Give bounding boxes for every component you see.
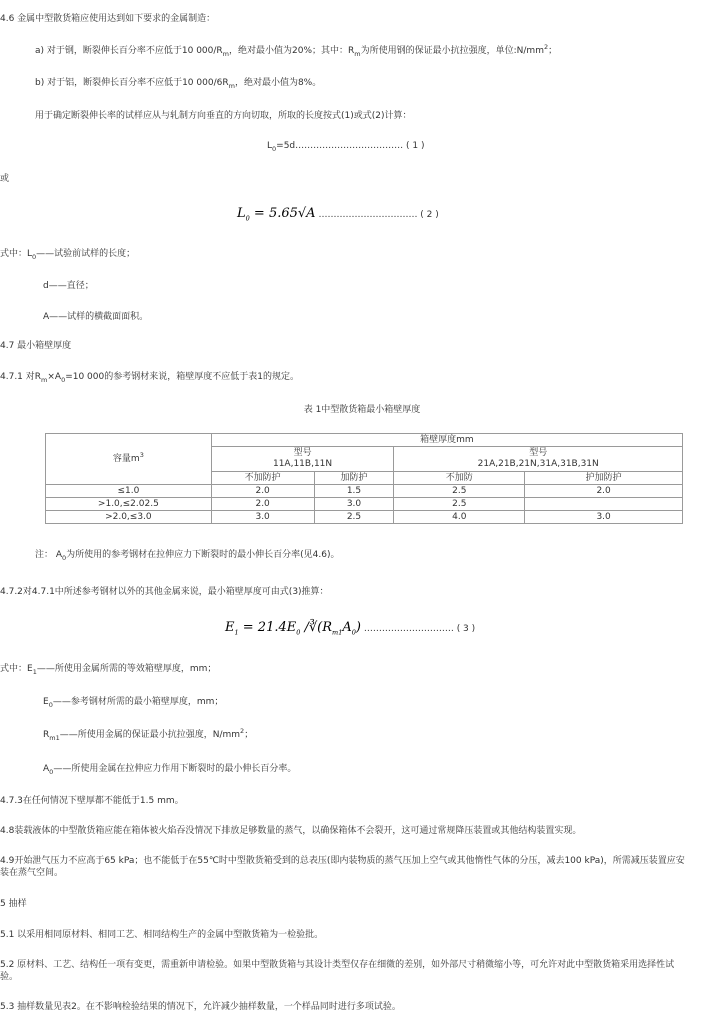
sub-header: 加防护: [314, 472, 394, 485]
section-4-6-title: 4.6 金属中型散货箱应使用达到如下要求的金属制造：: [0, 14, 216, 24]
min-wall-thickness-table: [45, 433, 683, 524]
or-text: 或: [0, 174, 10, 184]
formula-3: $E_1 = 21.4E_0$ $/∛(R_{m1}A_0)$ ………………………… ( 3 ): [225, 620, 476, 637]
capacity-header: 容量$m^3$: [46, 434, 212, 485]
sub-header: 不加防护: [211, 472, 314, 485]
wall-thickness-header: 箱壁厚度mm: [211, 434, 682, 447]
where-e0: $E_0——$参考钢材所需的最小箱壁厚度，mm；: [43, 697, 224, 709]
section-4-7-3: 4.7.3在任何情况下壁厚都不能低于1.5 mm。: [0, 796, 184, 806]
section-5-title: 5 抽样: [0, 899, 27, 909]
where-a: A——试样的横截面面积。: [43, 312, 149, 322]
item-b-aluminium: b) 对于铝，断裂伸长百分率不应低于10 $000/6R_m$，绝对最小值为8%。: [35, 78, 322, 90]
table-note: 注： $A_0$为所使用的参考钢材在拉伸应力下断裂时的最小伸长百分率(见4.6)。: [35, 550, 340, 562]
section-4-7-1: 4.7.1 对$R_m\times A_0=10$ 000的参考钢材来说，箱壁厚度不应低于表1的规定。: [0, 372, 299, 384]
table-caption: 表 1中型散货箱最小箱壁厚度: [303, 405, 421, 415]
formula-1: $L_0=5d\dots\dots\dots\dots\dots\dots\dots\dots\dots\dots\dots\dots$ ( 1 ): [267, 141, 425, 153]
where-a0: $A_0——$所使用金属在拉伸应力作用下断裂时的最小伸长百分率。: [43, 764, 297, 776]
where-l0: 式中：$L_0——$试验前试样的长度；: [0, 249, 136, 261]
section-5-3: 5.3 抽样数量见表2。在不影响检验结果的情况下，允许减少抽样数量，一个样品同时进行多项试验。: [0, 1002, 401, 1012]
formula-2: $L_0 = 5.65√A$ …………………………… ( 2 ): [237, 206, 439, 223]
where-d: d——直径；: [43, 281, 94, 291]
table-row: >2.0,≤3.0 3.0 2.5 4.0 3.0: [46, 511, 683, 524]
table-row: ≤1.0 2.0 1.5 2.5 2.0: [46, 485, 683, 498]
section-4-8: 4.8装载液体的中型散货箱应能在箱体被火焰吞没情况下排放足够数量的蒸气，以确保箱体不会裂开，这可通过常规降压装置或其他结构装置实现。: [0, 826, 582, 836]
section-5-1: 5.1 以采用相同原材料、相同工艺、相同结构生产的金属中型散货箱为一检验批。: [0, 930, 324, 940]
type-group-2: 型号 21A,21B,21N,31A,31B,31N: [394, 447, 683, 472]
section-4-7-2: 4.7.2对4.7.1中所述参考钢材以外的其他金属来说，最小箱壁厚度可由式(3)推算：: [0, 587, 329, 597]
type-group-1: 型号 11A,11B,11N: [211, 447, 394, 472]
table-row: >1.0,≤2.02.5 2.0 3.0 2.5: [46, 498, 683, 511]
section-4-7-title: 4.7 最小箱壁厚度: [0, 341, 72, 351]
specimen-note: 用于确定断裂伸长率的试样应从与轧制方向垂直的方向切取，所取的长度按式(1)或式(2)计算：: [35, 111, 412, 121]
section-5-2: 5.2 原材料、工艺、结构任一项有变更，需重新申请检验。如果中型散货箱与其设计类型仅存在细微的差别，如外部尺寸稍微缩小等，可允许对此中型散货箱采用选择性试验。: [0, 960, 675, 982]
where-rm1: $R_{m1}——$所使用金属的保证最小抗拉强度，$N/mm^2$；: [43, 727, 254, 742]
where-e1: 式中：$E_1——$所使用金属所需的等效箱壁厚度，mm；: [0, 664, 217, 676]
sub-header: 不加防: [394, 472, 525, 485]
sub-header: 护加防护: [525, 472, 683, 485]
section-4-9: 4.9开始泄气压力不应高于65 kPa；也不能低于在55℃时中型散货箱受到的总表压(即内装物质的蒸气压加上空气或其他惰性气体的分压，减去100 kPa)，所需减压装置应安装在蒸气空间。: [0, 856, 685, 878]
item-a-steel: a) 对于钢，断裂伸长百分率不应低于10 $000/R_m$，绝对最小值为20%；其中：$R_m$为所使用钢的保证最小抗拉强度，单位$:N/mm^2$；: [35, 43, 558, 58]
